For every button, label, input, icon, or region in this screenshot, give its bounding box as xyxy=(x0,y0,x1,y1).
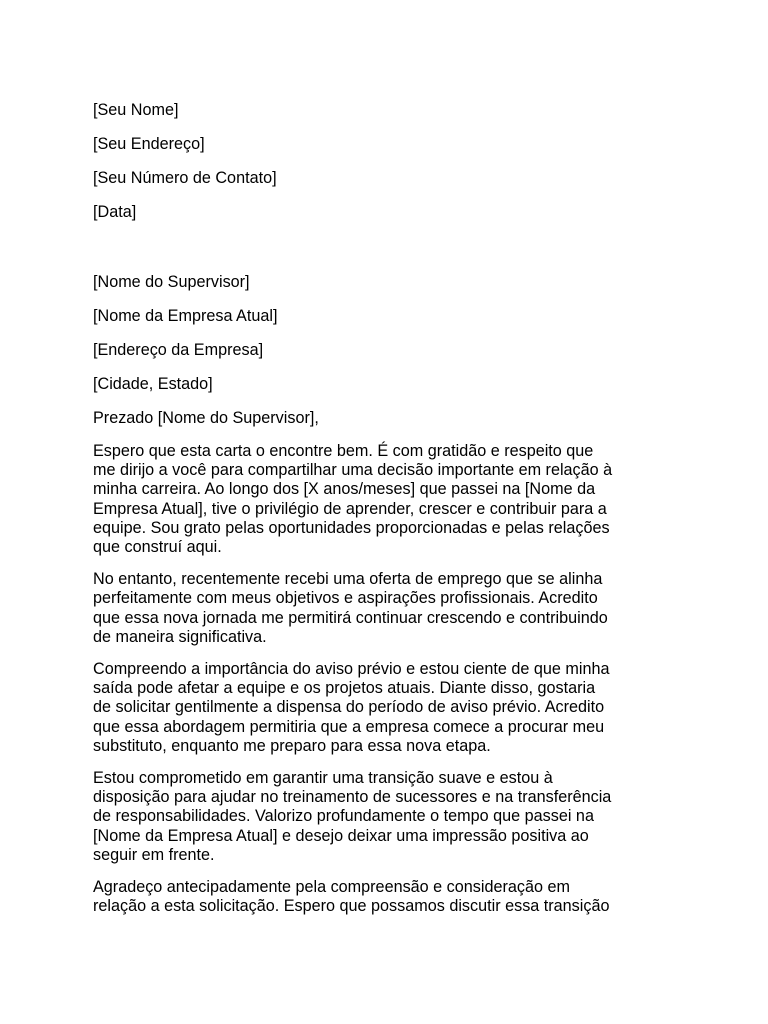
paragraph-line: de responsabilidades. Valorizo profundamente o tempo que passei na xyxy=(93,807,594,826)
letter-page xyxy=(93,100,683,929)
paragraph-line: equipe. Sou grato pelas oportunidades proporcionadas e pelas relações xyxy=(93,518,610,537)
recipient-block xyxy=(93,272,683,394)
paragraph-4 xyxy=(93,769,683,865)
spacer xyxy=(93,236,683,272)
paragraph-3 xyxy=(93,660,683,756)
paragraph-line: No entanto, recentemente recebi uma oferta de emprego que se alinha xyxy=(93,570,603,589)
sender-block xyxy=(93,100,683,222)
sender-address: [Seu Endereço] xyxy=(93,135,205,153)
recipient-company: [Nome da Empresa Atual] xyxy=(93,307,278,325)
paragraph-line: de solicitar gentilmente a dispensa do período de aviso prévio. Acredito xyxy=(93,698,605,717)
paragraph-line: perfeitamente com meus objetivos e aspirações profissionais. Acredito xyxy=(93,589,598,608)
paragraph-line: seguir em frente. xyxy=(93,845,215,864)
recipient-city-state: [Cidade, Estado] xyxy=(93,375,213,393)
paragraph-line: Espero que esta carta o encontre bem. É com gratidão e respeito que xyxy=(93,442,594,460)
sender-name: [Seu Nome] xyxy=(93,101,179,119)
paragraph-line: Empresa Atual], tive o privilégio de aprender, crescer e contribuir para a xyxy=(93,499,607,518)
recipient-company-address: [Endereço da Empresa] xyxy=(93,341,264,359)
recipient-supervisor: [Nome do Supervisor] xyxy=(93,273,250,291)
paragraph-line: de maneira significativa. xyxy=(93,627,267,646)
paragraph-2 xyxy=(93,570,683,647)
paragraph-line: relação a esta solicitação. Espero que possamos discutir essa transição xyxy=(93,897,610,916)
paragraph-line: que construí aqui. xyxy=(93,538,222,557)
paragraph-line: [Nome da Empresa Atual] e desejo deixar uma impressão positiva ao xyxy=(93,826,589,845)
paragraph-1 xyxy=(93,442,683,557)
paragraph-line: me dirijo a você para compartilhar uma decisão importante em relação à xyxy=(93,461,613,480)
paragraph-line: que essa nova jornada me permitirá continuar crescendo e contribuindo xyxy=(93,608,608,627)
paragraph-line: saída pode afetar a equipe e os projetos atuais. Diante disso, gostaria xyxy=(93,679,596,698)
salutation: Prezado [Nome do Supervisor], xyxy=(93,409,319,427)
letter-date: [Data] xyxy=(93,203,137,221)
sender-phone: [Seu Número de Contato] xyxy=(93,169,277,187)
paragraph-line: que essa abordagem permitiria que a empresa comece a procurar meu xyxy=(93,717,605,736)
paragraph-line: minha carreira. Ao longo dos [X anos/meses] que passei na [Nome da xyxy=(93,480,596,499)
paragraph-5 xyxy=(93,878,683,916)
paragraph-line: disposição para ajudar no treinamento de sucessores e na transferência xyxy=(93,788,612,807)
paragraph-line: Agradeço antecipadamente pela compreensão e consideração em xyxy=(93,878,570,897)
paragraph-line: substituto, enquanto me preparo para essa nova etapa. xyxy=(93,736,491,755)
paragraph-line: Compreendo a importância do aviso prévio e estou ciente de que minha xyxy=(93,660,610,679)
paragraph-line: Estou comprometido em garantir uma transição suave e estou à xyxy=(93,769,553,788)
